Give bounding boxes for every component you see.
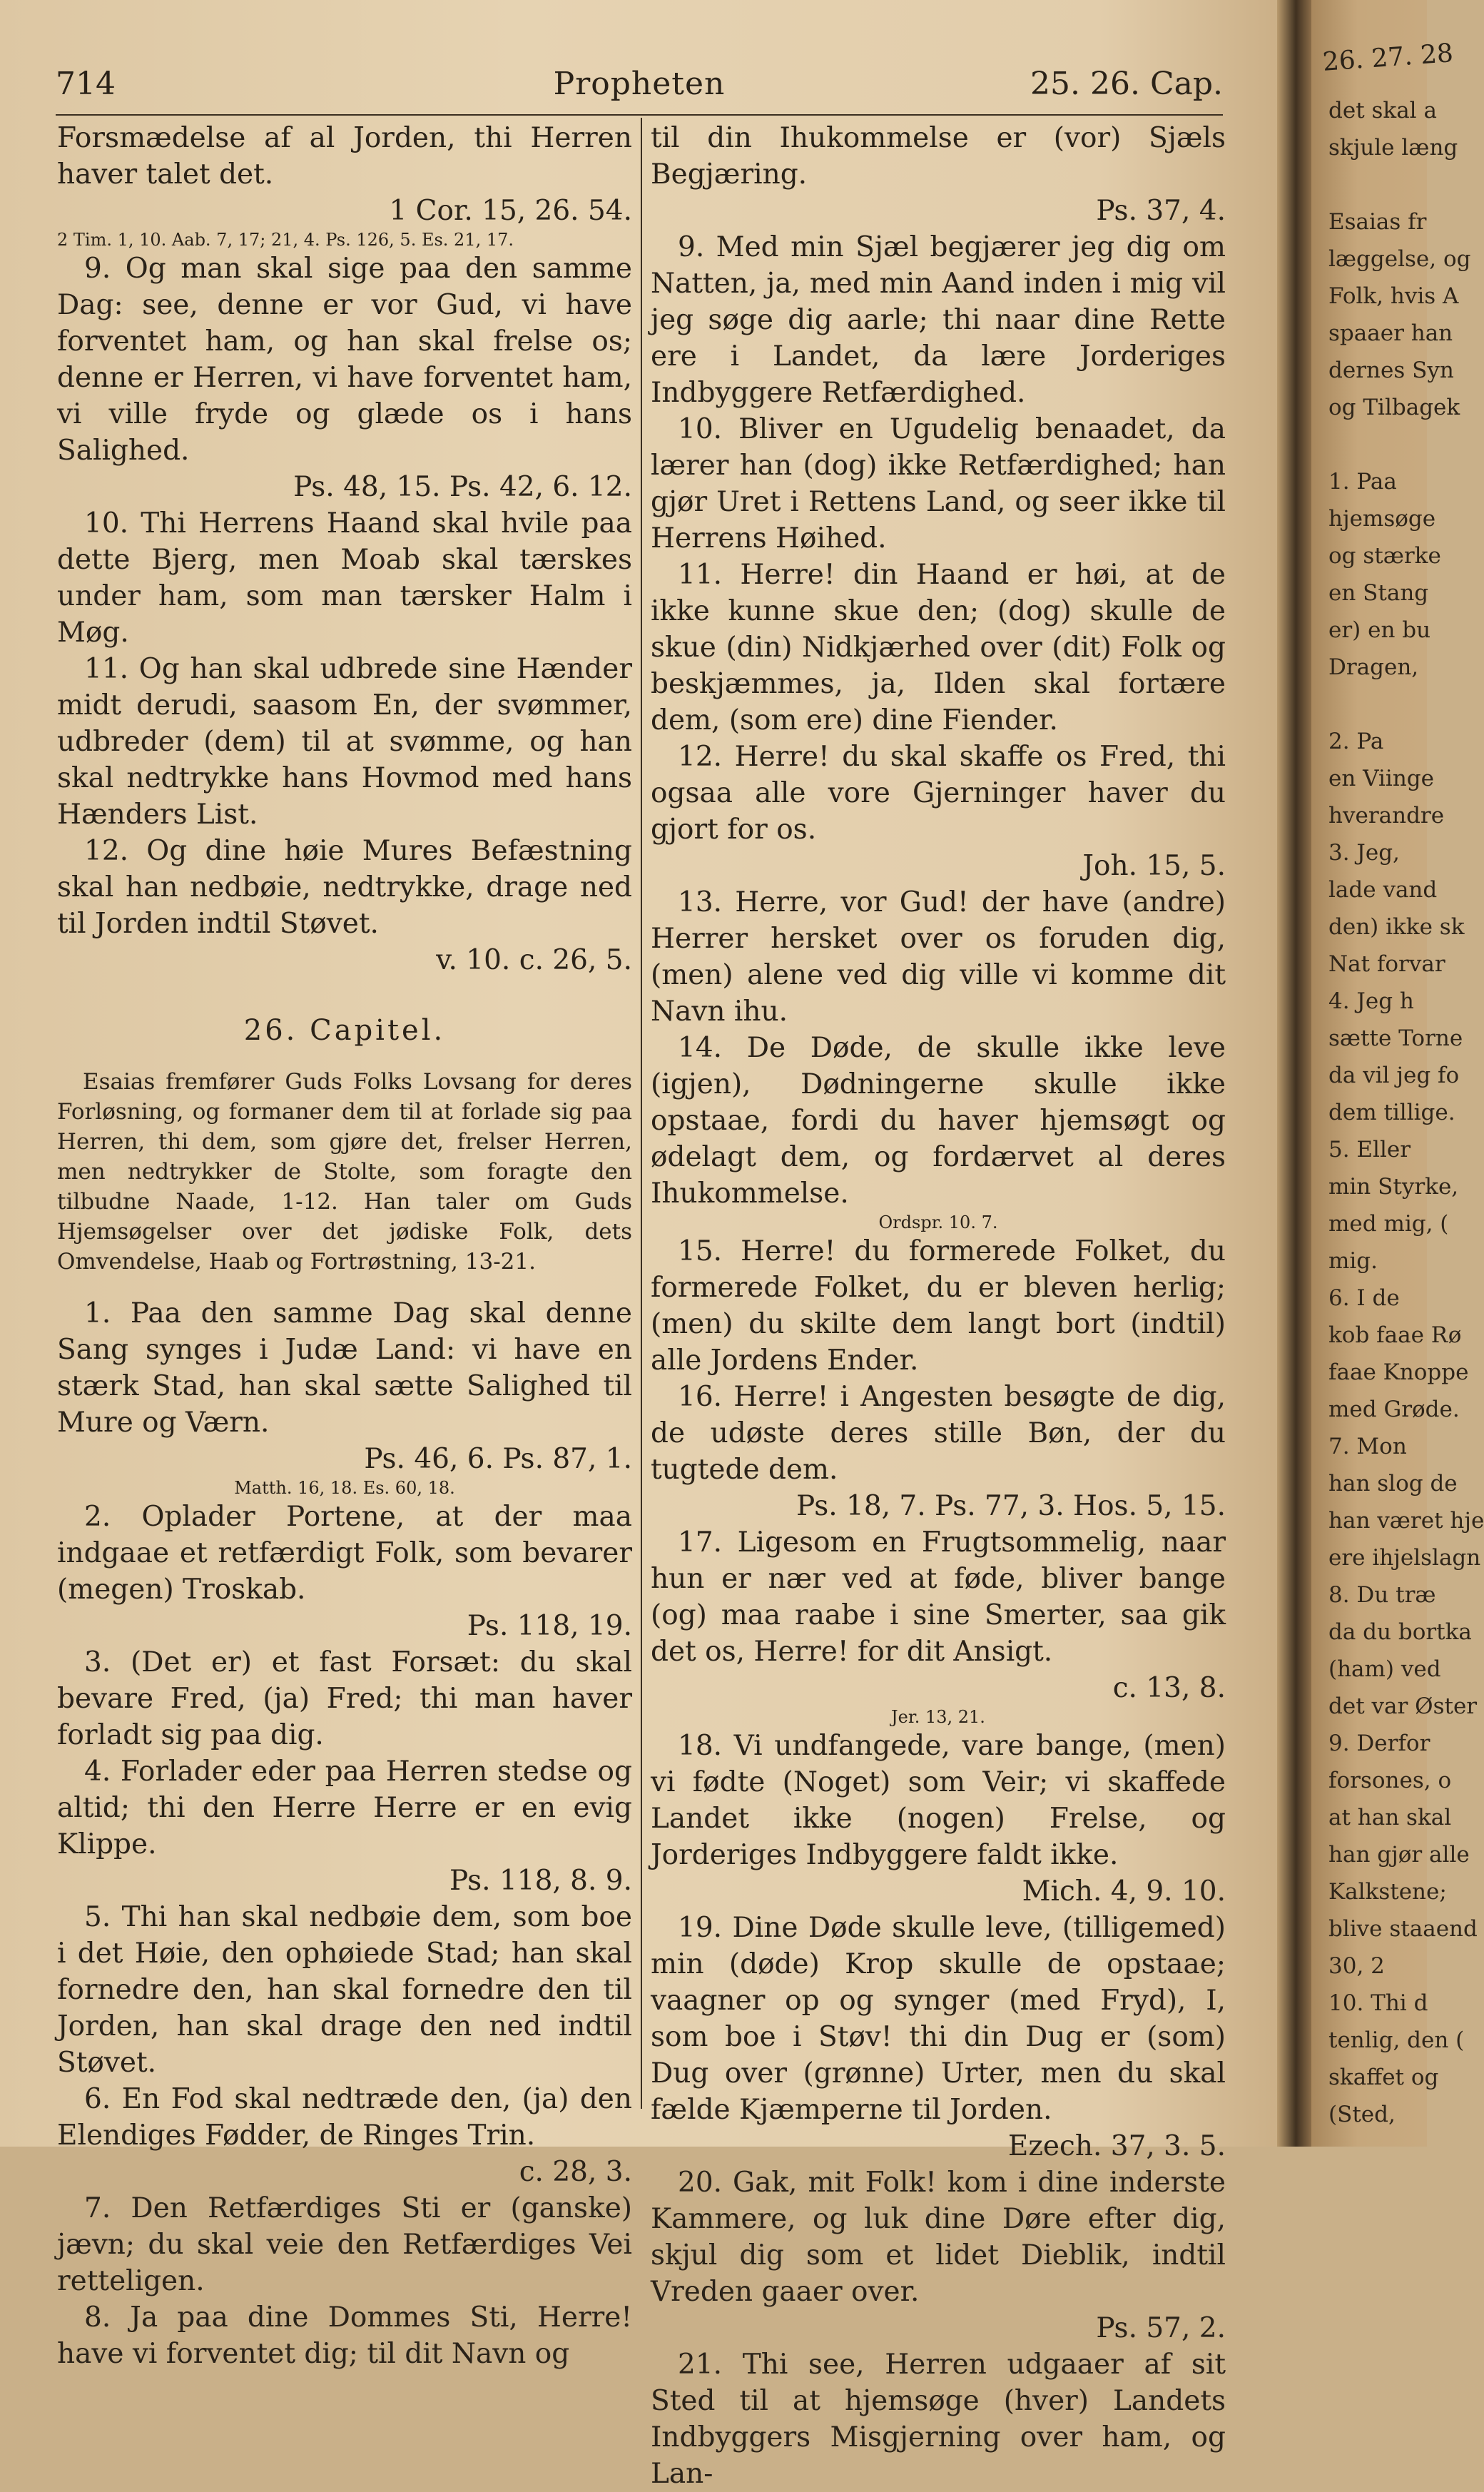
verse: 19. Dine Døde skulle leve, (tilligemed) min (døde) Krop skulle de opstaae; vaagner op og synger (med Fryd), I, som boe i Støv! thi din Dug er (som) Dug over (grønne) Urter, men du skal fælde Kjæmperne til Jorden. Ezech. 37, 3. 5. <box>651 1910 1226 2164</box>
verse: 21. Thi see, Herren udgaaer af sit Sted til at hjemsøge (hver) Landets Indbyggers Misgjerning over ham, og Lan- <box>651 2349 1226 2490</box>
facing-page-line: han gjør alle <box>1328 1842 1470 1868</box>
facing-page-line: det skal a <box>1328 98 1437 123</box>
facing-page-line: mig. <box>1328 1248 1378 1274</box>
facing-page-line: dernes Syn <box>1328 358 1454 383</box>
facing-page-line: (Sted, <box>1328 2102 1396 2127</box>
facing-page-line: læggelse, og <box>1328 246 1471 272</box>
facing-page-line: en Viinge <box>1328 766 1434 791</box>
facing-page-line: sætte Torne <box>1328 1025 1463 1051</box>
verse: 9. Med min Sjæl begjærer jeg dig om Natten, ja, med min Aand inden i mig vil jeg søge dig aarle; thi naar dine Rette ere i Landet, da lære Jorderiges Indbyggere Retfærdighed. <box>651 231 1226 409</box>
verse: 9. Og man skal sige paa den samme Dag: see, denne er vor Gud, vi have forventet ham, og han skal frelse os; denne er Herren, vi have forventet ham, vi ville fryde og glæde os i hans Salighed. Ps. 48, 15. Ps. 42, 6. 12. <box>57 250 632 505</box>
facing-page-line: Esaias fr <box>1328 209 1427 235</box>
chapter-summary: Esaias fremfører Guds Folks Lovsang for deres Forløsning, og formaner dem til at forlade sig paa Herren, thi dem, som gjøre det, frelser Herren, men nedtrykker de Stolte, som foragte den tilbudne Naade, 1-12. Han taler om Guds Hjemsøgelser over det jødiske Folk, dets Omvendelse, Haab og Fortrøstning, 13-21. <box>57 1069 632 1275</box>
facing-page-line: 3. Jeg, <box>1328 840 1400 866</box>
verse: 6. En Fod skal nedtræde den, (ja) den Elendiges Fødder, de Ringes Trin. c. 28, 3. <box>57 2081 632 2190</box>
facing-page-line: ere ihjelslagn <box>1328 1545 1481 1571</box>
verse: 4. Forlader eder paa Herren stedse og altid; thi den Herre Herre er en evig Klippe. Ps. 118, 8. 9. <box>57 1753 632 1899</box>
verse: 12. Herre! du skal skaffe os Fred, thi ogsaa alle vore Gjerninger haver du gjort for os. Joh. 15, 5. <box>651 739 1226 884</box>
verse: 7. Den Retfærdiges Sti er (ganske) jævn; du skal veie den Retfærdiges Vei retteligen. <box>57 2192 632 2297</box>
facing-page-line: og stærke <box>1328 543 1441 569</box>
page-number: 714 <box>56 66 116 102</box>
book-gutter <box>1277 0 1311 2147</box>
right-column <box>651 120 1226 2490</box>
facing-page-line: hverandre <box>1328 803 1445 829</box>
verse: 11. Herre! din Haand er høi, at de ikke kunne skue den; (dog) skulle de skue (din) Nidkjærhed over (dit) Folk og beskjæmmes, ja, Ilden skal fortære dem, (som ere) dine Fiender. <box>651 559 1226 736</box>
cross-reference: Ordspr. 10. 7. <box>878 1212 998 1232</box>
verse: 12. Og dine høie Mures Befæstning skal han nedbøie, nedtrykke, drage ned til Jorden indtil Støvet. v. 10. c. 26, 5. <box>57 833 632 978</box>
facing-page-line: kob faae Rø <box>1328 1322 1462 1348</box>
facing-page-line: 30, 2 <box>1328 1953 1385 1979</box>
verse-ref: Ps. 118, 19. <box>467 1610 632 1642</box>
facing-page-line: Nat forvar <box>1328 951 1445 977</box>
running-title: Propheten <box>553 66 726 102</box>
facing-page-line: er) en bu <box>1328 617 1431 643</box>
facing-page-line <box>1311 686 1427 723</box>
left-column <box>57 120 632 2370</box>
facing-page-text <box>1311 92 1484 2133</box>
verse-ref: v. 10. c. 26, 5. <box>436 944 632 976</box>
facing-page-line: den) ikke sk <box>1328 914 1465 940</box>
header-rule <box>56 114 1223 116</box>
facing-page-line: tenlig, den ( <box>1328 2027 1465 2053</box>
facing-page-line: skjule læng <box>1328 135 1458 161</box>
facing-page-line: 2. Pa <box>1328 729 1384 754</box>
verse: 16. Herre! i Angesten besøgte de dig, de udøste deres stille Bøn, der du tugtede dem. Ps. 18, 7. Ps. 77, 3. Hos. 5, 15. <box>651 1379 1226 1524</box>
verse-ref: c. 28, 3. <box>519 2156 632 2188</box>
facing-page-line: blive staaend <box>1328 1916 1478 1942</box>
facing-page-line: Kalkstene; <box>1328 1879 1447 1905</box>
cross-reference: 2 Tim. 1, 10. Aab. 7, 17; 21, 4. Ps. 126, 5. Es. 21, 17. <box>57 230 514 250</box>
facing-page-line: 7. Mon <box>1328 1434 1407 1459</box>
facing-page-edge <box>1311 0 1484 2147</box>
facing-page-line: da vil jeg fo <box>1328 1063 1460 1088</box>
verse: 3. (Det er) et fast Forsæt: du skal bevare Fred, (ja) Fred; thi man haver forladt sig paa dig. <box>57 1646 632 1751</box>
facing-page-line: faae Knoppe <box>1328 1359 1469 1385</box>
verse-ref: Ps. 37, 4. <box>1096 195 1226 227</box>
verse: 15. Herre! du formerede Folket, du formerede Folket, du er bleven herlig; (men) du skilte dem langt bort (indtil) alle Jordens Ender. <box>651 1235 1226 1377</box>
verse: 11. Og han skal udbrede sine Hænder midt derudi, saasom En, der svømmer, udbreder (dem) til at svømme, og han skal nedtrykke hans Hovmod med hans Hænders List. <box>57 653 632 831</box>
facing-page-line <box>1311 426 1427 463</box>
facing-page-line: at han skal <box>1328 1805 1452 1830</box>
facing-page-line: med Grøde. <box>1328 1397 1460 1422</box>
verse-continuation: til din Ihukommelse er (vor) Sjæls Begjæring. Ps. 37, 4. <box>651 120 1226 229</box>
chapter-heading: 26. Capitel. <box>243 1014 446 1047</box>
facing-page-line: (ham) ved <box>1328 1656 1441 1682</box>
verse-ref: Ps. 48, 15. Ps. 42, 6. 12. <box>293 471 632 503</box>
verse: 14. De Døde, de skulle ikke leve (igjen), Dødningerne skulle ikke opstaae, fordi du haver hjemsøgt og ødelagt dem, og fordærvet al deres Ihukommelse. <box>651 1032 1226 1210</box>
facing-page-line: og Tilbagek <box>1328 395 1460 420</box>
facing-page-header: 26. 27. 28 <box>1321 39 1455 77</box>
verse: 18. Vi undfangede, vare bange, (men) vi fødte (Noget) som Veir; vi skaffede Landet ikke (nogen) Frelse, og Jorderiges Indbyggere faldt ikke. Mich. 4, 9. 10. <box>651 1728 1226 1910</box>
facing-page-line: spaaer han <box>1328 320 1453 346</box>
facing-page-line: det var Øster <box>1328 1693 1478 1719</box>
facing-page-line: min Styrke, <box>1328 1174 1459 1200</box>
facing-page-line <box>1311 166 1427 203</box>
verse-ref: Ps. 57, 2. <box>1096 2312 1226 2344</box>
verse-continuation: Forsmædelse af al Jorden, thi Herren haver talet det. 1 Cor. 15, 26. 54. <box>57 120 632 229</box>
verse: 10. Thi Herrens Haand skal hvile paa dette Bjerg, men Moab skal tærskes under ham, som man tærsker Halm i Møg. <box>57 507 632 649</box>
facing-page-line: 8. Du træ <box>1328 1582 1436 1608</box>
verse-ref: Ps. 18, 7. Ps. 77, 3. Hos. 5, 15. <box>796 1490 1226 1522</box>
verse-ref: 1 Cor. 15, 26. 54. <box>389 195 632 227</box>
facing-page-line: 5. Eller <box>1328 1137 1411 1163</box>
facing-page-line: han slog de <box>1328 1471 1458 1496</box>
verse-ref: Ps. 46, 6. Ps. 87, 1. <box>364 1443 632 1475</box>
verse: 20. Gak, mit Folk! kom i dine inderste Kammere, og luk dine Døre efter dig, skjul dig som et lidet Dieblik, indtil Vreden gaaer over. Ps. 57, 2. <box>651 2164 1226 2346</box>
verse: 5. Thi han skal nedbøie dem, som boe i det Høie, den ophøiede Stad; han skal fornedre den, han skal fornedre den til Jorden, han skal drage den ned indtil Støvet. <box>57 1901 632 2079</box>
verse: 10. Bliver en Ugudelig benaadet, da lærer han (dog) ikke Retfærdighed; han gjør Uret i Rettens Land, og seer ikke til Herrens Høihed. <box>651 413 1226 554</box>
verse: 13. Herre, vor Gud! der have (andre) Herrer hersket over os foruden dig, (men) alene ved dig ville vi komme dit Navn ihu. <box>651 886 1226 1028</box>
page-header <box>56 66 1223 116</box>
facing-page-line: 1. Paa <box>1328 469 1397 495</box>
facing-page-line: en Stang <box>1328 580 1429 606</box>
facing-page-line: dem tillige. <box>1328 1100 1455 1125</box>
verse-ref: Ps. 118, 8. 9. <box>449 1865 632 1897</box>
facing-page-line: han været hje <box>1328 1508 1484 1534</box>
facing-page-line: da du bortka <box>1328 1619 1472 1645</box>
facing-page-line: lade vand <box>1328 877 1438 903</box>
facing-page-line: Dragen, <box>1328 654 1419 680</box>
facing-page-line: forsones, o <box>1328 1768 1452 1793</box>
cross-reference: Matth. 16, 18. Es. 60, 18. <box>234 1478 455 1498</box>
facing-page-line: 4. Jeg h <box>1328 988 1414 1014</box>
facing-page-line: med mig, ( <box>1328 1211 1449 1237</box>
verse-ref: Ezech. 37, 3. 5. <box>1007 2130 1226 2162</box>
verse: 17. Ligesom en Frugtsommelig, naar hun er nær ved at føde, bliver bange (og) maa raabe i sine Smerter, saa gik det os, Herre! for dit Ansigt. c. 13, 8. <box>651 1524 1226 1706</box>
facing-page-line: Folk, hvis A <box>1328 283 1459 309</box>
facing-page-line: 10. Thi d <box>1328 1990 1428 2016</box>
facing-page-line: skaffet og <box>1328 2065 1439 2090</box>
facing-page-line: hjemsøge <box>1328 506 1436 532</box>
verse: 1. Paa den samme Dag skal denne Sang synges i Judæ Land: vi have en stærk Stad, han skal sætte Salighed til Mure og Værn. Ps. 46, 6. Ps. 87, 1. <box>57 1295 632 1477</box>
facing-page-line: 6. I de <box>1328 1285 1400 1311</box>
chapter-range: 25. 26. Cap. <box>1030 66 1223 102</box>
verse-ref: Joh. 15, 5. <box>1082 850 1226 882</box>
verse: 8. Ja paa dine Dommes Sti, Herre! have vi forventet dig; til dit Navn og <box>57 2301 632 2370</box>
facing-page-line: 9. Derfor <box>1328 1731 1430 1756</box>
verse: 2. Oplader Portene, at der maa indgaae et retfærdigt Folk, som bevarer (megen) Troskab. Ps. 118, 19. <box>57 1499 632 1644</box>
verse-ref: Mich. 4, 9. 10. <box>1022 1875 1226 1908</box>
column-divider <box>641 118 642 2109</box>
cross-reference: Jer. 13, 21. <box>891 1707 985 1727</box>
verse-ref: c. 13, 8. <box>1112 1672 1226 1704</box>
